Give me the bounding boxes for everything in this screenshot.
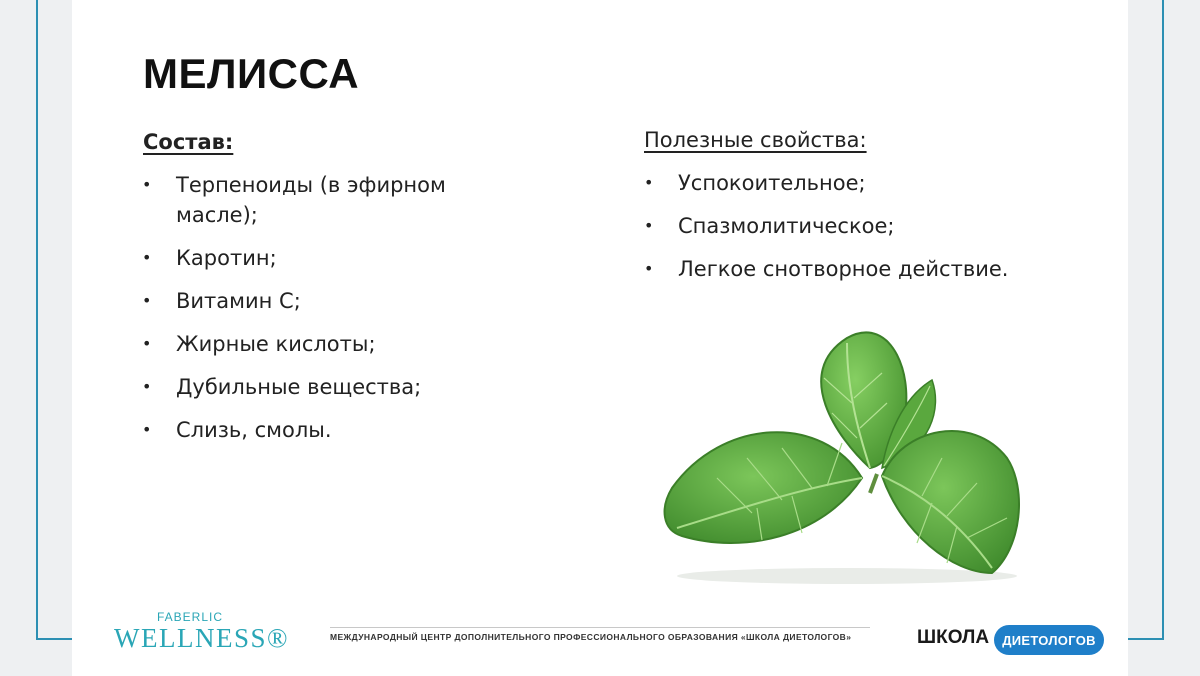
list-item: • Успокоительное; bbox=[644, 168, 1074, 198]
properties-heading: Полезные свойства: bbox=[644, 128, 867, 152]
composition-heading: Состав: bbox=[143, 130, 234, 154]
bullet-icon: • bbox=[142, 334, 152, 353]
properties-list bbox=[644, 168, 1074, 297]
wellness-logo-text: WELLNESS® bbox=[114, 623, 289, 653]
page-title: МЕЛИССА bbox=[143, 50, 360, 97]
dietologists-logo-badge: ДИЕТОЛОГОВ bbox=[994, 625, 1104, 655]
bullet-icon: • bbox=[142, 248, 152, 267]
list-item: • Легкое снотворное действие. bbox=[644, 254, 1074, 284]
footer-org-text: МЕЖДУНАРОДНЫЙ ЦЕНТР ДОПОЛНИТЕЛЬНОГО ПРОФЕССИОНАЛЬНОГО ОБРАЗОВАНИЯ «ШКОЛА ДИЕТОЛОГОВ» bbox=[330, 632, 852, 642]
melissa-leaf-icon bbox=[632, 318, 1042, 590]
list-item: • Слизь, смолы. bbox=[142, 415, 502, 445]
frame-line-left bbox=[36, 0, 38, 639]
bullet-icon: • bbox=[142, 420, 152, 439]
frame-line-right bbox=[1162, 0, 1164, 639]
list-item: • Витамин С; bbox=[142, 286, 502, 316]
footer-divider bbox=[330, 627, 870, 628]
bullet-icon: • bbox=[644, 173, 654, 192]
bullet-icon: • bbox=[142, 175, 152, 194]
bullet-icon: • bbox=[142, 377, 152, 396]
faberlic-logo-text: FABERLIC bbox=[157, 610, 224, 624]
list-item: • Дубильные вещества; bbox=[142, 372, 502, 402]
list-item: • Терпеноиды (в эфирном масле); bbox=[142, 170, 502, 230]
list-item: • Каротин; bbox=[142, 243, 502, 273]
bullet-icon: • bbox=[142, 291, 152, 310]
list-item: • Спазмолитическое; bbox=[644, 211, 1074, 241]
composition-list bbox=[142, 170, 502, 458]
school-logo-text: ШКОЛА bbox=[917, 627, 990, 648]
bullet-icon: • bbox=[644, 259, 654, 278]
bullet-icon: • bbox=[644, 216, 654, 235]
list-item: • Жирные кислоты; bbox=[142, 329, 502, 359]
